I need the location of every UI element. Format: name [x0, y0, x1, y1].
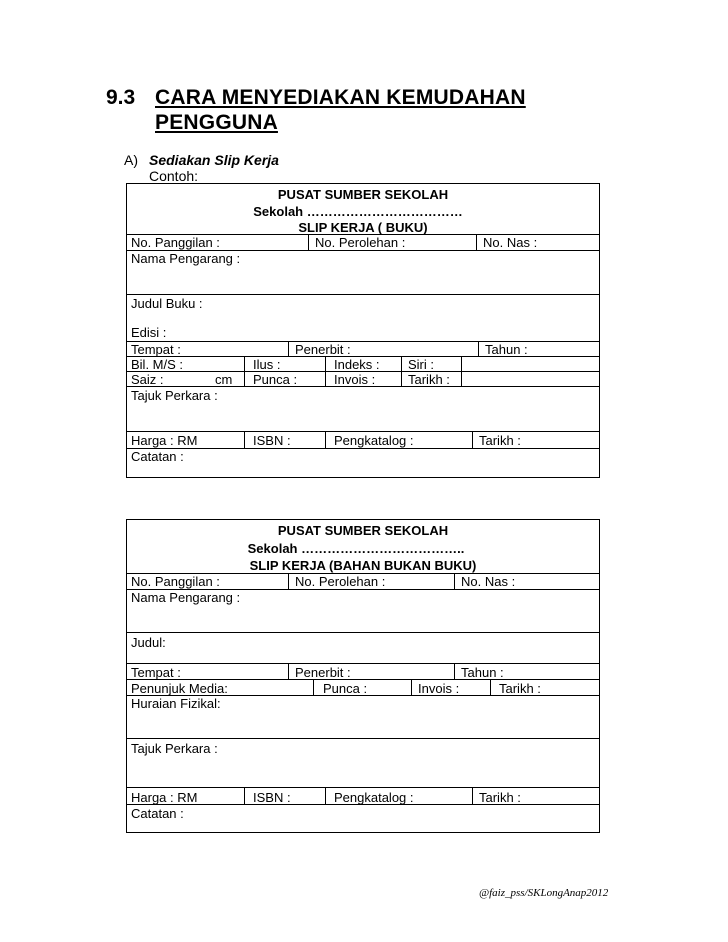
section-number: 9.3 [106, 86, 136, 109]
huraian-fizikal-label: Huraian Fizikal: [131, 696, 221, 711]
harga-label: Harga : RM [131, 433, 198, 448]
penerbit-label: Penerbit : [295, 665, 351, 680]
nama-pengarang-label: Nama Pengarang : [131, 251, 241, 266]
isbn-label: ISBN : [253, 433, 291, 448]
no-nas-label: No. Nas : [461, 574, 516, 589]
no-panggilan-label: No. Panggilan : [131, 235, 220, 250]
pengkatalog-label: Pengkatalog : [334, 790, 414, 805]
invois-label: Invois : [334, 372, 376, 387]
harga-label: Harga : RM [131, 790, 198, 805]
slip-header-title: PUSAT SUMBER SEKOLAH [277, 187, 449, 202]
tempat-label: Tempat : [131, 342, 181, 357]
judul-label: Judul: [131, 635, 166, 650]
no-panggilan-label: No. Panggilan : [131, 574, 220, 589]
page-footer: @faiz_pss/SKLongAnap2012 [479, 887, 609, 899]
saiz-label: Saiz : [131, 372, 164, 387]
section-title-line2: PENGGUNA [155, 111, 278, 134]
tempat-label: Tempat : [131, 665, 181, 680]
isbn-label: ISBN : [253, 790, 291, 805]
tajuk-perkara-label: Tajuk Perkara : [131, 388, 218, 403]
punca-label: Punca : [323, 681, 368, 696]
slip-header-title: PUSAT SUMBER SEKOLAH [277, 523, 449, 538]
bil-ms-label: Bil. M/S : [131, 357, 184, 372]
slip-header-school: Sekolah ……………………………… [253, 204, 463, 219]
section-title-line1: CARA MENYEDIAKAN KEMUDAHAN [155, 86, 526, 109]
slip-kerja-bahan-bukan-buku [126, 519, 600, 833]
tarikh-label: Tarikh : [499, 681, 541, 696]
catatan-label: Catatan : [131, 806, 184, 821]
subsection-title: Sediakan Slip Kerja [149, 152, 279, 168]
nama-pengarang-label: Nama Pengarang : [131, 590, 241, 605]
tarikh-katalog-label: Tarikh : [479, 433, 521, 448]
slip-header-type: SLIP KERJA (BAHAN BUKAN BUKU) [249, 558, 477, 573]
slip-header-type: SLIP KERJA ( BUKU) [298, 220, 428, 235]
penunjuk-media-label: Penunjuk Media: [131, 681, 228, 696]
edisi-label: Edisi : [131, 325, 167, 340]
subsection-letter: A) [124, 152, 138, 168]
saiz-unit: cm [215, 372, 233, 387]
tajuk-perkara-label: Tajuk Perkara : [131, 741, 218, 756]
no-nas-label: No. Nas : [483, 235, 538, 250]
punca-label: Punca : [253, 372, 298, 387]
tarikh-katalog-label: Tarikh : [479, 790, 521, 805]
no-perolehan-label: No. Perolehan : [315, 235, 406, 250]
tahun-label: Tahun : [461, 665, 504, 680]
indeks-label: Indeks : [334, 357, 380, 372]
ilus-label: Ilus : [253, 357, 281, 372]
no-perolehan-label: No. Perolehan : [295, 574, 386, 589]
slip-kerja-buku [126, 183, 600, 478]
invois-label: Invois : [418, 681, 460, 696]
pengkatalog-label: Pengkatalog : [334, 433, 414, 448]
tarikh-label: Tarikh : [408, 372, 450, 387]
penerbit-label: Penerbit : [295, 342, 351, 357]
judul-buku-label: Judul Buku : [131, 296, 203, 311]
tahun-label: Tahun : [485, 342, 528, 357]
catatan-label: Catatan : [131, 449, 184, 464]
siri-label: Siri : [408, 357, 434, 372]
example-label: Contoh: [149, 168, 199, 184]
slip-header-school: Sekolah ……………………………….. [247, 541, 465, 556]
